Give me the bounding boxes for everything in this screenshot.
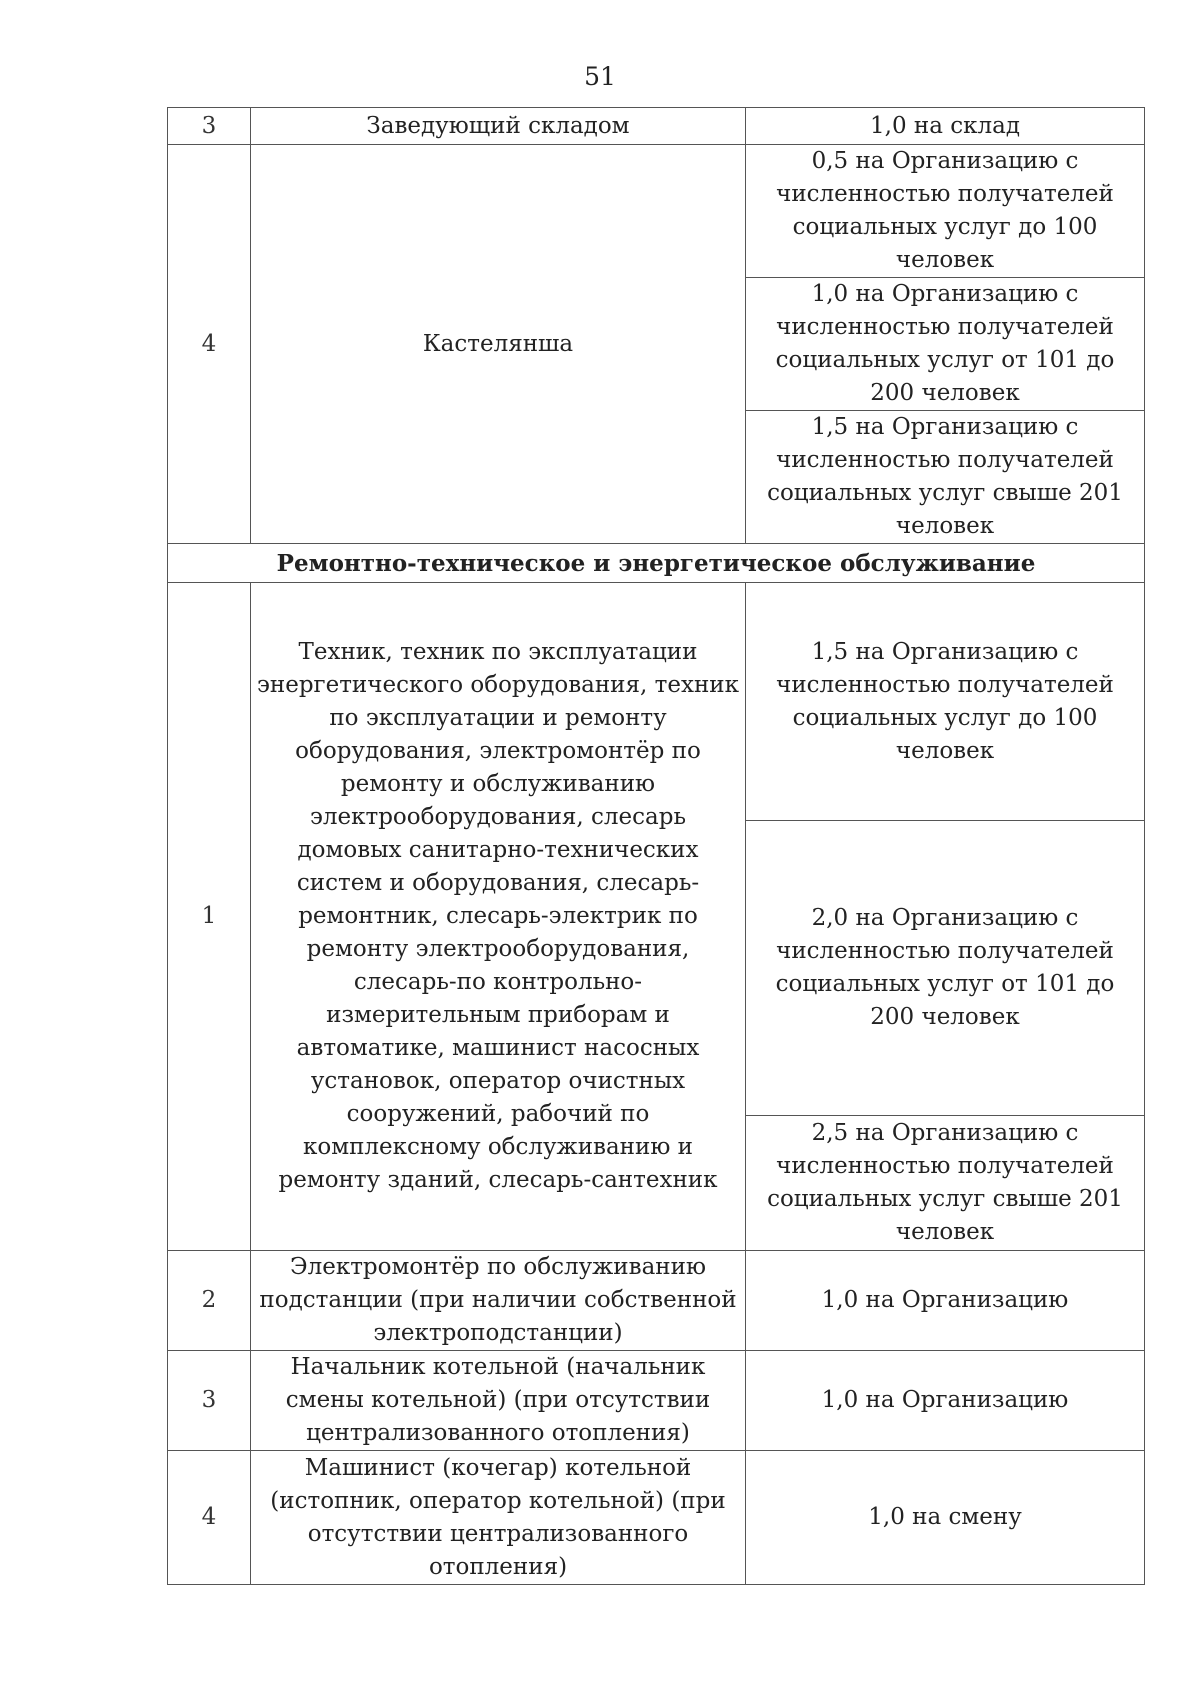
table-row	[168, 583, 1145, 821]
norm-cell: 1,0 на смену	[746, 1451, 1145, 1585]
position-cell: Кастелянша	[251, 145, 746, 544]
table-row	[168, 145, 1145, 278]
table-row	[168, 1251, 1145, 1351]
norm-cell: 1,0 на склад	[746, 108, 1145, 145]
position-cell: Электромонтёр по обслуживанию подстанции (при наличии собственной электроподстанции)	[251, 1251, 746, 1351]
position-cell: Заведующий складом	[251, 108, 746, 145]
section-title: Ремонтно-техническое и энергетическое обслуживание	[168, 544, 1145, 583]
norm-cell: 1,0 на Организацию	[746, 1351, 1145, 1451]
norm-cell: 1,0 на Организацию	[746, 1251, 1145, 1351]
table-row	[168, 108, 1145, 145]
position-cell: Машинист (кочегар) котельной (истопник, оператор котельной) (при отсутствии централизованного отопления)	[251, 1451, 746, 1585]
norm-cell: 1,5 на Организацию с численностью получателей социальных услуг до 100 человек	[746, 583, 1145, 821]
table-row	[168, 1351, 1145, 1451]
page-number: 51	[584, 62, 616, 91]
norm-cell: 1,0 на Организацию с численностью получателей социальных услуг от 101 до 200 человек	[746, 278, 1145, 411]
norm-cell: 2,5 на Организацию с численностью получателей социальных услуг свыше 201 человек	[746, 1116, 1145, 1251]
row-number: 1	[168, 583, 251, 1251]
staffing-norms-table	[167, 107, 1145, 1585]
row-number: 4	[168, 1451, 251, 1585]
row-number: 2	[168, 1251, 251, 1351]
row-number: 3	[168, 1351, 251, 1451]
table-row	[168, 1451, 1145, 1585]
norm-cell: 2,0 на Организацию с численностью получателей социальных услуг от 101 до 200 человек	[746, 821, 1145, 1116]
position-cell: Начальник котельной (начальник смены котельной) (при отсутствии централизованного отопления)	[251, 1351, 746, 1451]
section-header-row	[168, 544, 1145, 583]
norm-cell: 1,5 на Организацию с численностью получателей социальных услуг свыше 201 человек	[746, 411, 1145, 544]
row-number: 3	[168, 108, 251, 145]
row-number: 4	[168, 145, 251, 544]
position-cell: Техник, техник по эксплуатации энергетического оборудования, техник по эксплуатации и ремонту оборудования, электромонтёр по ремонту и обслуживанию электрооборудования, слесарь домовых санитарно-технических систем и оборудования, слесарь-ремонтник, слесарь-электрик по ремонту электрооборудования, слесарь-по контрольно-измерительным приборам и автоматике, машинист насосных установок, оператор очистных сооружений, рабочий по комплексному обслуживанию и ремонту зданий, слесарь-сантехник	[251, 583, 746, 1251]
norm-cell: 0,5 на Организацию с численностью получателей социальных услуг до 100 человек	[746, 145, 1145, 278]
